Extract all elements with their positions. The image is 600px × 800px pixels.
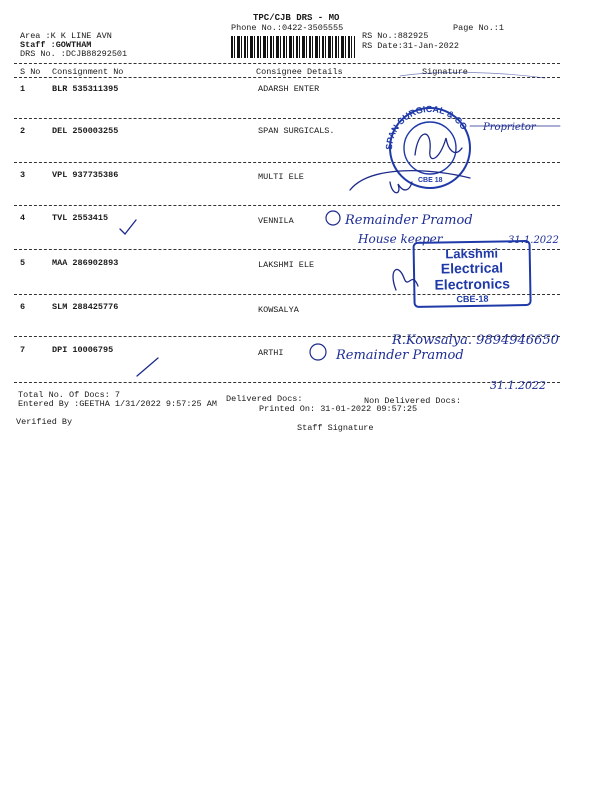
signature-row2 xyxy=(415,134,462,159)
stamp-line: Lakshmi xyxy=(445,245,499,262)
row4-handwritten-date: 31.1.2022 xyxy=(508,235,559,246)
row7-handwritten-date: 31.1.2022 xyxy=(490,379,546,392)
document-title: TPC/CJB DRS - MO xyxy=(253,13,340,23)
column-header-consignee: Consignee Details xyxy=(256,67,343,77)
printed-on: Printed On: 31-01-2022 09:57:25 xyxy=(259,404,418,414)
span-surgical-seal xyxy=(384,104,470,188)
area-label: Area :K K LINE AVN xyxy=(20,31,112,41)
column-header-consignment: Consignment No xyxy=(52,67,124,77)
signature-row5 xyxy=(393,269,418,290)
divider xyxy=(14,118,560,119)
delivered-docs: Delivered Docs: xyxy=(226,394,303,404)
total-docs: Total No. Of Docs: 7 xyxy=(18,390,121,400)
row7-handwritten-note: Remainder Pramod xyxy=(336,348,464,363)
check-mark xyxy=(137,358,158,376)
divider xyxy=(14,162,560,163)
row-sno: 5 xyxy=(20,258,26,268)
verified-by: Verified By xyxy=(16,417,73,427)
divider xyxy=(14,382,560,383)
column-header-sno: S No xyxy=(20,67,41,77)
proprietor-label: Proprietor xyxy=(483,122,536,133)
entered-by: Entered By :GEETHA 1/31/2022 9:57:25 AM xyxy=(18,399,217,409)
row-sno: 4 xyxy=(20,213,26,223)
row-sno: 6 xyxy=(20,302,26,312)
divider xyxy=(14,249,560,250)
row-consignee: MULTI ELE xyxy=(258,172,304,182)
stamp-line: Electrical xyxy=(440,259,504,277)
row-consignment: BLR 535311395 xyxy=(52,84,119,94)
staff-label: Staff :GOWTHAM xyxy=(20,40,92,50)
row-consignment: DEL 250003255 xyxy=(52,126,119,136)
row-sno: 7 xyxy=(20,345,26,355)
phone-number: Phone No.:0422-3505555 xyxy=(231,23,344,33)
row-consignee: LAKSHMI ELE xyxy=(258,260,315,270)
stamp-line: Electronics xyxy=(434,275,511,293)
row-consignment: TVL 2553415 xyxy=(52,213,109,223)
lakshmi-electrical-stamp xyxy=(414,241,531,307)
staff-signature-label: Staff Signature xyxy=(297,423,374,433)
rs-number: RS No.:882925 xyxy=(362,31,429,41)
signature-row3 xyxy=(350,171,470,193)
row-consignee: KOWSALYA xyxy=(258,305,299,315)
rs-date: RS Date:31-Jan-2022 xyxy=(362,41,459,51)
row-consignment: VPL 937735386 xyxy=(52,170,119,180)
row-sno: 3 xyxy=(20,170,26,180)
row-sno: 2 xyxy=(20,126,26,136)
seal-bottom-text: CBE 18 xyxy=(418,177,443,184)
row-consignment: SLM 288425776 xyxy=(52,302,119,312)
row4-handwritten-note: Remainder Pramod xyxy=(345,213,473,228)
row-consignment: DPI 10006795 xyxy=(52,345,114,355)
drs-number: DRS No. :DCJB88292501 xyxy=(20,49,128,59)
row-consignment: MAA 286902893 xyxy=(52,258,119,268)
row4-handwritten-house: House keeper xyxy=(358,232,443,246)
barcode xyxy=(231,36,355,58)
column-header-signature: Signature xyxy=(422,67,468,77)
row-consignee: ADARSH ENTER xyxy=(258,84,320,94)
row-consignee: SPAN SURGICALS. xyxy=(258,126,335,136)
divider xyxy=(14,63,560,64)
seal-ring-text: SPAN SURGICAL & CO xyxy=(383,103,470,151)
divider xyxy=(14,205,560,206)
page-number: Page No.:1 xyxy=(453,23,505,33)
divider xyxy=(14,294,560,295)
row6-handwritten-phone: R.Kowsalya. 9894946650 xyxy=(392,333,559,348)
non-delivered-docs: Non Delivered Docs: xyxy=(364,396,461,406)
stamp-line: CBE-18 xyxy=(456,293,489,305)
row-sno: 1 xyxy=(20,84,26,94)
row-consignee: ARTHI xyxy=(258,348,284,358)
check-mark xyxy=(120,220,136,234)
row-consignee: VENNILA xyxy=(258,216,294,226)
divider xyxy=(14,77,560,78)
divider xyxy=(14,336,560,337)
